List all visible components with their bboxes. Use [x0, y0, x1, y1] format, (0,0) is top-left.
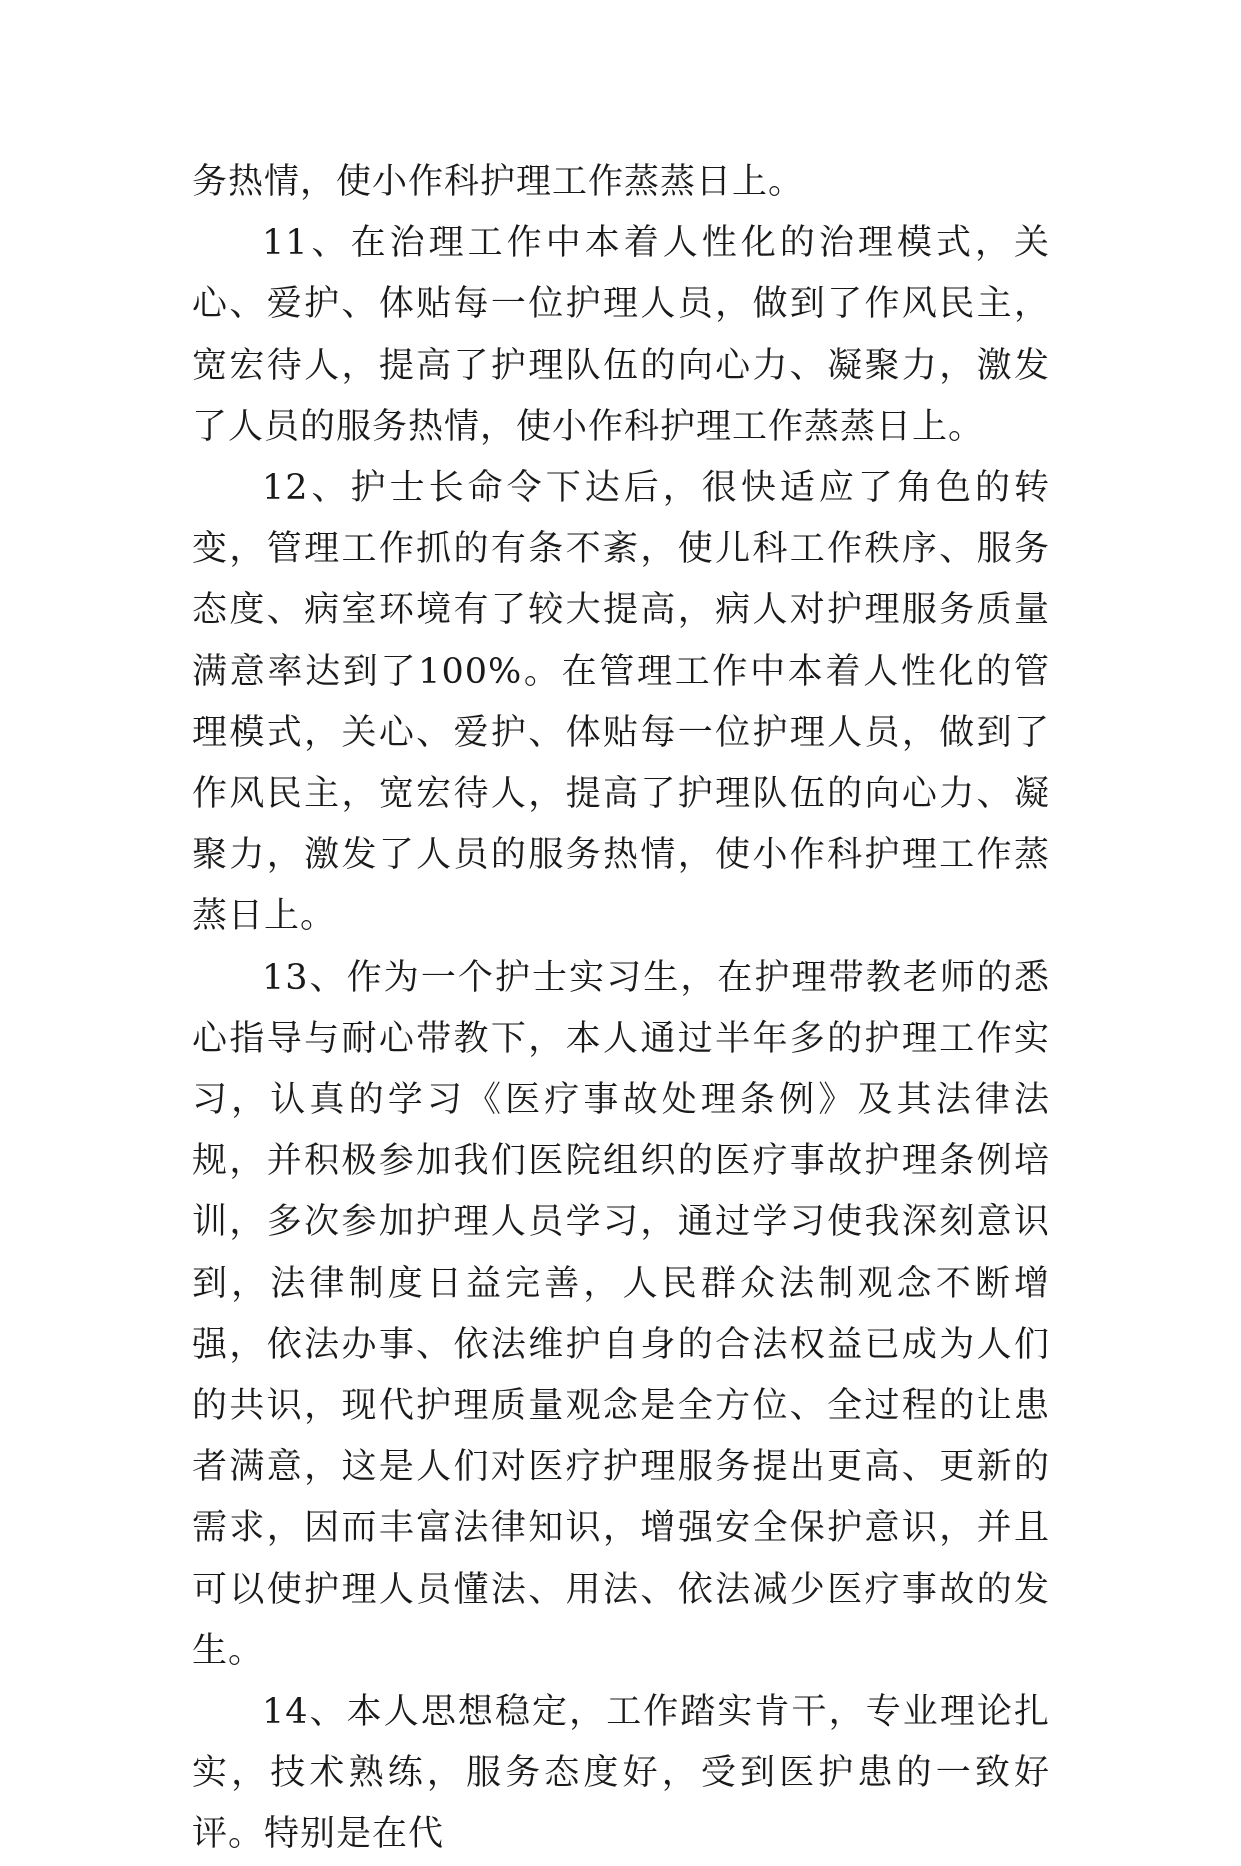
paragraph-item-14: 14、本人思想稳定，工作踏实肯干，专业理论扎实，技术熟练，服务态度好，受到医护患的一致好评。特别是在代: [192, 1692, 1050, 1855]
paragraph-item-13: 13、作为一个护士实习生，在护理带教老师的悉心指导与耐心带教下，本人通过半年多的护理工作实习，认真的学习《医疗事故处理条例》及其法律法规，并积极参加我们医院组织的医疗事故护理条例培训，多次参加护理人员学习，通过学习使我深刻意识到，法律制度日益完善，人民群众法制观念不断增强，依法办事、依法维护自身的合法权益已成为人们的共识，现代护理质量观念是全方位、全过程的让患者满意，这是人们对医疗护理服务提出更高、更新的需求，因而丰富法律知识，增强安全保护意识，并且可以使护理人员懂法、用法、依法减少医疗事故的发生。: [192, 957, 1050, 1671]
paragraph-item-11: 11、在治理工作中本着人性化的治理模式，关心、爱护、体贴每一位护理人员，做到了作风民主，宽宏待人，提高了护理队伍的向心力、凝聚力，激发了人员的服务热情，使小作科护理工作蒸蒸日上。: [192, 223, 1050, 447]
paragraph-item-12: 12、护士长命令下达后，很快适应了角色的转变，管理工作抓的有条不紊，使儿科工作秩序、服务态度、病室环境有了较大提高，病人对护理服务质量满意率达到了100%。在管理工作中本着人性化的管理模式，关心、爱护、体贴每一位护理人员，做到了作风民主，宽宏待人，提高了护理队伍的向心力、凝聚力，激发了人员的服务热情，使小作科护理工作蒸蒸日上。: [192, 468, 1050, 937]
paragraph-continuation: 务热情，使小作科护理工作蒸蒸日上。: [192, 162, 805, 202]
document-body: [192, 152, 1050, 1866]
